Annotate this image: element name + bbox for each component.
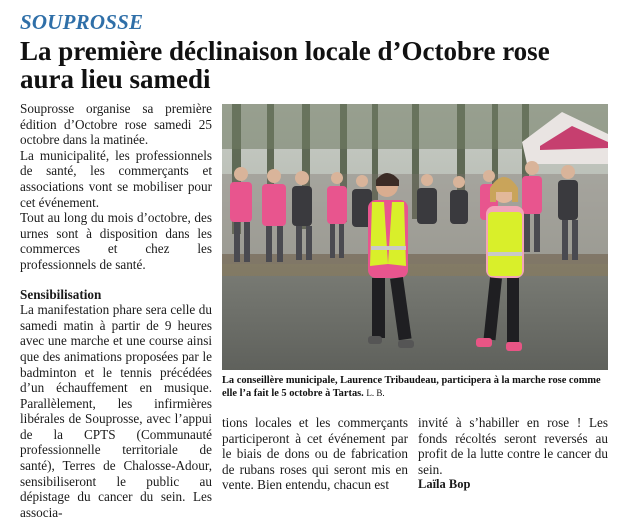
author-byline: Laïla Bop [418,477,471,492]
article-column-2 [222,415,408,493]
article-photo [222,104,608,370]
subheading: Sensibilisation [20,286,102,302]
section-kicker: SOUPROSSE [20,10,144,34]
body-paragraph: invité à s’habiller en rose ! Les fonds récoltés seront reversés au profit de la lutte contre le cancer du sein. [418,415,608,477]
body-paragraph: La manifestation phare sera celle du samedi matin à partir de 9 heures avec une marche et une course ainsi que des animations proposées par le badminton et le tennis précédées d’un échauffement en musique. Parallèlement, les infirmières libérales de Souprosse, avec l’appui de la CPTS (Communauté professionnelle territoriale de santé), Terres de Chalosse-Adour, sensibiliseront le public au dépistage du cancer du sein. Les associa- [20,302,212,520]
intro-paragraph: Tout au long du mois d’octobre, des urnes sont à disposition dans les commerces et chez les professionnels de santé. [20,210,212,272]
headline: La première déclinaison locale d’Octobre rose aura lieu samedi [20,36,550,94]
body-paragraph: tions locales et les commerçants participeront à cet événement par le biais de dons ou de fabrication de rubans roses qui seront mis en vente. Bien entendu, chacun est [222,415,408,493]
article-column-1 [20,101,212,520]
article-column-3 [418,415,608,493]
photo-credit: L. B. [366,388,385,398]
caption-text: La conseillère municipale, Laurence Tribaudeau, participera à la marche rose comme elle l’a fait le 5 octobre à Tartas. [222,375,601,399]
photo-caption [222,374,612,400]
walkers-photo-illustration [222,104,608,370]
intro-paragraph: La municipalité, les professionnels de santé, les commerçants et associations vont se mobiliser pour cet événement. [20,147,212,210]
intro-paragraph: Souprosse organise sa première édition d’Octobre rose samedi 25 octobre dans la matinée. [20,101,212,148]
